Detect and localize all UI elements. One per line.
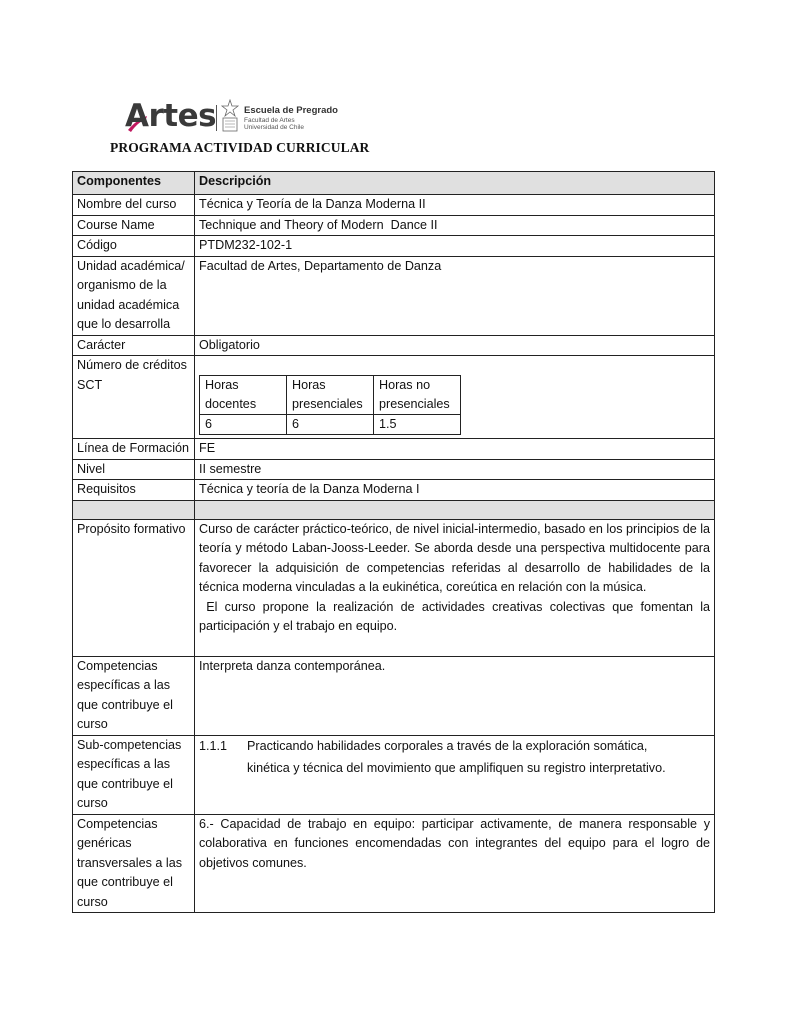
purpose-paragraph-2: El curso propone la realización de actividades creativas colectivas que fomentan la participación y el trabajo en equipo.	[199, 599, 714, 633]
row-label-credits: Número de créditos SCT	[73, 356, 195, 439]
credits-header-teaching: Horas docentes	[200, 376, 287, 415]
course-level: II semestre	[195, 459, 715, 480]
row-label-specific-competencies: Competencias específicas a las que contribuye el curso	[73, 656, 195, 735]
university-seal-icon	[220, 99, 240, 133]
table-row	[73, 356, 715, 439]
logo-wordmark: Artes	[125, 98, 217, 134]
credits-header-non-presential: Horas no presenciales	[374, 376, 461, 415]
row-label-sub-competencies: Sub-competencias específicas a las que contribuye el curso	[73, 735, 195, 814]
table-row	[73, 256, 715, 335]
credits-cell	[195, 356, 715, 439]
sub-competency-line-2: kinética y técnica del movimiento que amplifiquen su registro interpretativo.	[247, 761, 666, 775]
credits-header-row	[200, 376, 461, 415]
row-label-course-name: Nombre del curso	[73, 195, 195, 216]
row-label-line: Línea de Formación	[73, 439, 195, 460]
sub-competency-line-1: Practicando habilidades corporales a través de la exploración somática,	[247, 738, 648, 753]
course-character: Obligatorio	[195, 335, 715, 356]
purpose-paragraph-1: Curso de carácter práctico-teórico, de nivel inicial-intermedio, basado en los principios de la teoría y método Laban-Jooss-Leeder. Se aborda desde una perspectiva multidocente para favorecer la adquisición de competencias referidas al desarrollo de habilidades de la técnica moderna vinculadas a la eukinética, coreútica en relación con la música.	[199, 521, 710, 594]
university-name: Universidad de Chile	[244, 124, 304, 131]
requirements: Técnica y teoría de la Danza Moderna I	[195, 480, 715, 501]
faculty-name: Facultad de Artes	[244, 117, 295, 124]
credits-value-row	[200, 415, 461, 435]
course-code: PTDM232-102-1	[195, 236, 715, 257]
sub-competencies-cell	[195, 735, 715, 814]
row-label-course-name-en: Course Name	[73, 215, 195, 236]
table-row	[73, 480, 715, 501]
row-label-purpose: Propósito formativo	[73, 519, 195, 656]
table-row	[73, 439, 715, 460]
academic-unit: Facultad de Artes, Departamento de Danza	[195, 256, 715, 335]
table-row	[73, 735, 715, 814]
blank-separator-row	[73, 500, 715, 519]
blank-cell	[195, 500, 715, 519]
logo-divider	[216, 105, 217, 131]
document-title: PROGRAMA ACTIVIDAD CURRICULAR	[110, 140, 370, 155]
table-row	[73, 215, 715, 236]
table-row	[73, 195, 715, 216]
faculty-logo	[125, 96, 355, 136]
specific-competencies: Interpreta danza contemporánea.	[195, 656, 715, 735]
sub-competency-number: 1.1.1	[199, 738, 228, 753]
row-label-character: Carácter	[73, 335, 195, 356]
formation-line: FE	[195, 439, 715, 460]
school-name: Escuela de Pregrado	[244, 105, 338, 116]
table-row	[73, 519, 715, 656]
credits-value-teaching: 6	[200, 415, 287, 435]
table-row	[73, 814, 715, 913]
credits-value-non-presential: 1.5	[374, 415, 461, 435]
table-row	[73, 335, 715, 356]
row-label-requirements: Requisitos	[73, 480, 195, 501]
credits-value-presential: 6	[287, 415, 374, 435]
row-label-generic-competencies: Competencias genéricas transversales a las que contribuye el curso	[73, 814, 195, 913]
course-name-en: Technique and Theory of Modern Dance II	[195, 215, 715, 236]
generic-competencies: 6.- Capacidad de trabajo en equipo: participar activamente, de manera responsable y colaborativa en funciones encomendadas con integrantes del equipo para el logro de objetivos comunes.	[195, 814, 715, 913]
row-label-code: Código	[73, 236, 195, 257]
curriculum-table	[72, 171, 715, 913]
table-row	[73, 656, 715, 735]
credits-table	[199, 375, 461, 435]
table-row	[73, 236, 715, 257]
col-header-description: Descripción	[195, 172, 715, 195]
sub-competency-item	[199, 737, 710, 779]
purpose-cell	[195, 519, 715, 656]
course-name: Técnica y Teoría de la Danza Moderna II	[195, 195, 715, 216]
blank-cell	[73, 500, 195, 519]
table-header-row	[73, 172, 715, 195]
credits-header-presential: Horas presenciales	[287, 376, 374, 415]
sub-competency-text	[247, 737, 710, 779]
row-label-unit: Unidad académica/ organismo de la unidad académica que lo desarrolla	[73, 256, 195, 335]
table-row	[73, 459, 715, 480]
row-label-level: Nivel	[73, 459, 195, 480]
col-header-components: Componentes	[73, 172, 195, 195]
